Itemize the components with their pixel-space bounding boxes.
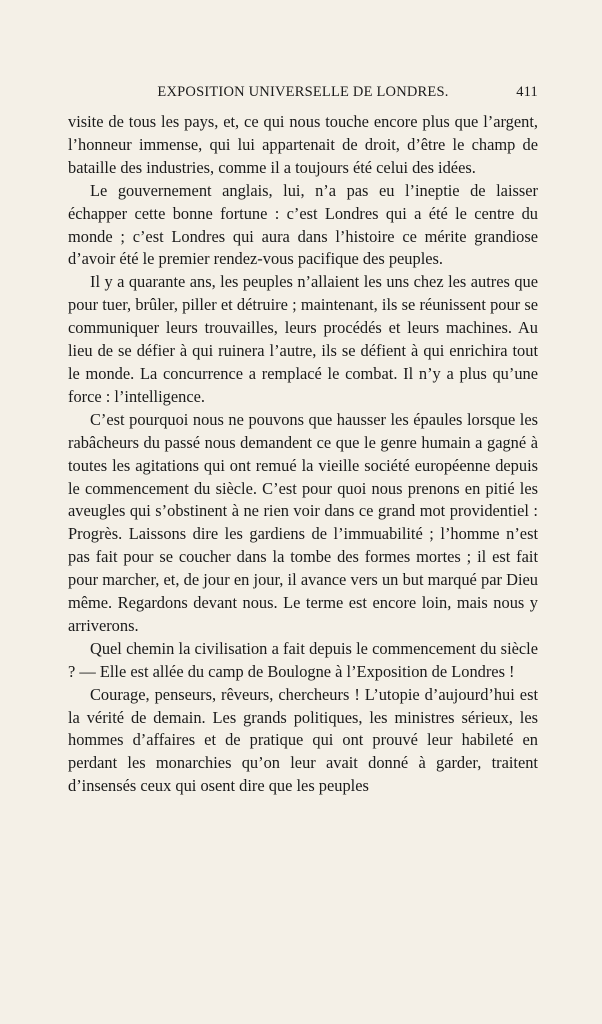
running-header	[68, 84, 538, 104]
paragraph-5: Quel chemin la civilisation a fait depuis le commencement du siècle ? — Elle est allée du camp de Boulogne à l’Exposition de Londres !	[68, 638, 538, 681]
body-text	[68, 111, 538, 798]
paragraph-6: Courage, penseurs, rêveurs, chercheurs ! L’utopie d’aujourd’hui est la vérité de demain. Les grands politiques, les ministres sérieux, les hommes d’affaires et de pratique qui ont prouvé leur habileté en perdant les monarchies qu’on leur avait donné à garder, traitent d’insensés ceux qui osent dire que les peuples	[68, 684, 538, 796]
running-title: EXPOSITION UNIVERSELLE DE LONDRES.	[157, 84, 449, 100]
page-number: 411	[516, 84, 538, 100]
paragraph-4: C’est pourquoi nous ne pouvons que hausser les épaules lorsque les rabâcheurs du passé nous demandent ce que le genre humain a gagné à toutes les agitations qui ont remué la vieille société européenne depuis le commencement du siècle. C’est pour quoi nous prenons en pitié les aveugles qui s’obstinent à ne rien voir dans ce grand mot providentiel : Progrès. Laissons dire les gardiens de l’immuabilité ; l’homme n’est pas fait pour se coucher dans la tombe des formes mortes ; il est fait pour marcher, et, de jour en jour, il avance vers un but marqué par Dieu même. Regardons devant nous. Le terme est encore loin, mais nous y arriverons.	[68, 409, 538, 635]
paragraph-1: visite de tous les pays, et, ce qui nous touche encore plus que l’argent, l’honneur immense, qui lui appartenait de droit, d’être le champ de bataille des industries, comme il a toujours été celui des idées.	[68, 112, 538, 177]
paragraph-3: Il y a quarante ans, les peuples n’allaient les uns chez les autres que pour tuer, brûler, piller et détruire ; maintenant, ils se réunissent pour se communiquer leurs trouvailles, leurs procédés et leurs machines. Au lieu de se défier à qui ruinera l’autre, ils se défient à qui enrichira tout le monde. La concurrence a remplacé le combat. Il n’y a plus qu’une force : l’intelligence.	[68, 272, 538, 406]
paragraph-2: Le gouvernement anglais, lui, n’a pas eu l’ineptie de laisser échapper cette bonne fortune : c’est Londres qui a été le centre du monde ; c’est Londres qui aura dans l’histoire ce mérite grandiose d’avoir été le premier rendez-vous pacifique des peuples.	[68, 180, 538, 269]
